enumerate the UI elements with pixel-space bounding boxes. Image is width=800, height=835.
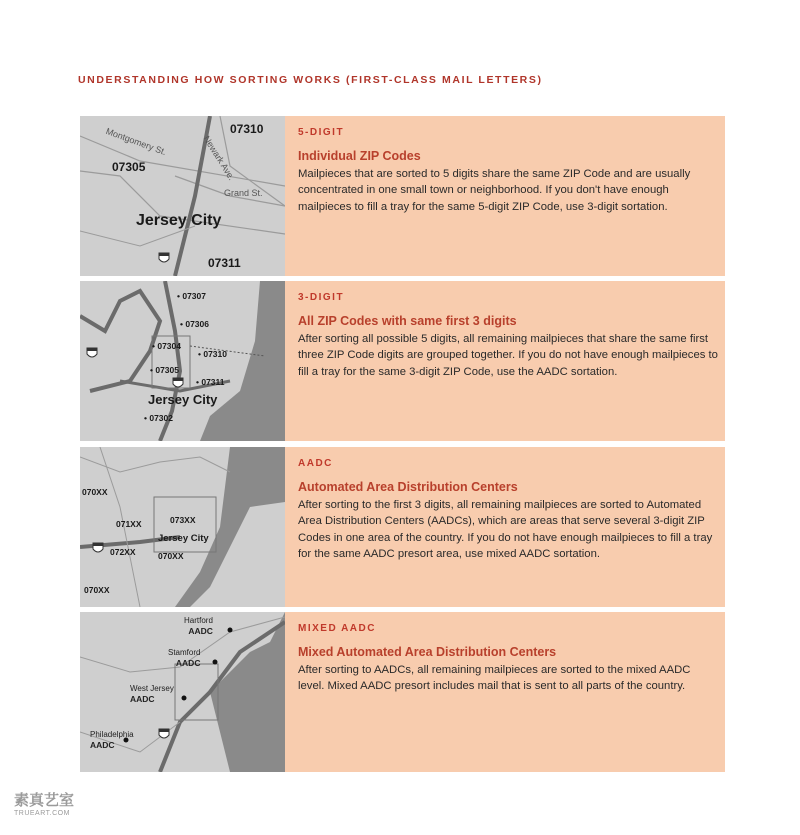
city-label: Jersey City [148, 392, 218, 407]
zip-label: • 07305 [150, 365, 179, 375]
sort-level-label: 3-DIGIT [298, 292, 345, 303]
zip-label: 07311 [208, 256, 241, 270]
panel-mixed-aadc [285, 612, 725, 772]
watermark-text: 素真艺室 [14, 792, 75, 809]
panel-3-digit [285, 281, 725, 441]
map-aadc [80, 447, 285, 607]
zip-label: • 07307 [177, 291, 206, 301]
zip-label: • 07306 [180, 319, 209, 329]
sort-level-heading: All ZIP Codes with same first 3 digits [298, 314, 517, 328]
sort-level-heading: Mixed Automated Area Distribution Centers [298, 645, 557, 659]
sort-level-label: AADC [298, 458, 333, 469]
zip-label: 070XX [158, 551, 184, 561]
sort-level-description: After sorting to the first 3 digits, all remaining mailpieces are sorted to Automated Area Distribution Centers (AADCs), which are areas that serve several 3-digit ZIP Codes in one area of the country. If you do not have enough mailpieces to fill a tray for the same AADC presort area, use mixed AADC sortation. [298, 499, 713, 560]
zip-label: 073XX [170, 515, 196, 525]
zip-label: 07305 [112, 160, 146, 174]
street-label: Montgomery St. [104, 126, 168, 158]
zip-label: 07310 [230, 122, 264, 136]
sort-level-heading: Individual ZIP Codes [298, 149, 421, 163]
place-label: Philadelphia AADC [90, 730, 134, 750]
interstate-shield-icon [158, 728, 170, 741]
sort-level-label: 5-DIGIT [298, 127, 345, 138]
map-mixed-aadc [80, 612, 285, 772]
map-3-digit-lines [80, 281, 285, 441]
row-mixed-aadc [80, 612, 725, 772]
place-label: Stamford AADC [168, 648, 201, 668]
zip-label: • 07310 [198, 349, 227, 359]
zip-label: • 07311 [196, 377, 225, 387]
panel-5-digit [285, 116, 725, 276]
street-label: Grand St. [224, 188, 263, 198]
zip-label: • 07302 [144, 413, 173, 423]
row-aadc [80, 447, 725, 607]
sort-level-heading: Automated Area Distribution Centers [298, 480, 518, 494]
interstate-shield-icon [86, 347, 98, 360]
interstate-shield-icon [172, 377, 184, 390]
interstate-shield-icon [92, 542, 104, 555]
city-label: Jersey City [136, 212, 222, 229]
row-3-digit [80, 281, 725, 441]
watermark-sub: TRUEART.COM [14, 810, 70, 817]
panel-aadc [285, 447, 725, 607]
zip-label: 070XX [82, 487, 108, 497]
map-5-digit [80, 116, 285, 276]
zip-label: 071XX [116, 519, 142, 529]
zip-label: • 07304 [152, 341, 181, 351]
place-label: Hartford AADC [184, 616, 213, 636]
sort-level-description: After sorting all possible 5 digits, all remaining mailpieces that share the same first three ZIP Code digits are grouped together. If you do not have enough mailpieces to fill a tray for the same 3-digit ZIP Code, use the AADC sortation. [298, 333, 718, 378]
zip-label: 072XX [110, 547, 136, 557]
place-label: West Jersey AADC [130, 684, 174, 704]
zip-label: 070XX [84, 585, 110, 595]
sort-level-label: MIXED AADC [298, 623, 376, 634]
street-label: Newark Ave. [201, 134, 237, 183]
sort-level-description: Mailpieces that are sorted to 5 digits share the same ZIP Code and are usually concentrated in one small town or neighborhood. If you don't have enough mailpieces to fill a tray for the same 5-digit ZIP Code, use 3-digit sortation. [298, 168, 691, 213]
map-3-digit [80, 281, 285, 441]
map-aadc-lines [80, 447, 285, 607]
row-5-digit [80, 116, 725, 276]
sort-level-description: After sorting to AADCs, all remaining mailpieces are sorted to the mixed AADC level. Mixed AADC presort includes mail that is sent to all parts of the country. [298, 664, 691, 693]
page-title: UNDERSTANDING HOW SORTING WORKS (FIRST-CLASS MAIL LETTERS) [78, 74, 543, 86]
city-label: Jersey City [158, 533, 209, 544]
watermark [14, 789, 74, 817]
interstate-shield-icon [158, 252, 170, 265]
